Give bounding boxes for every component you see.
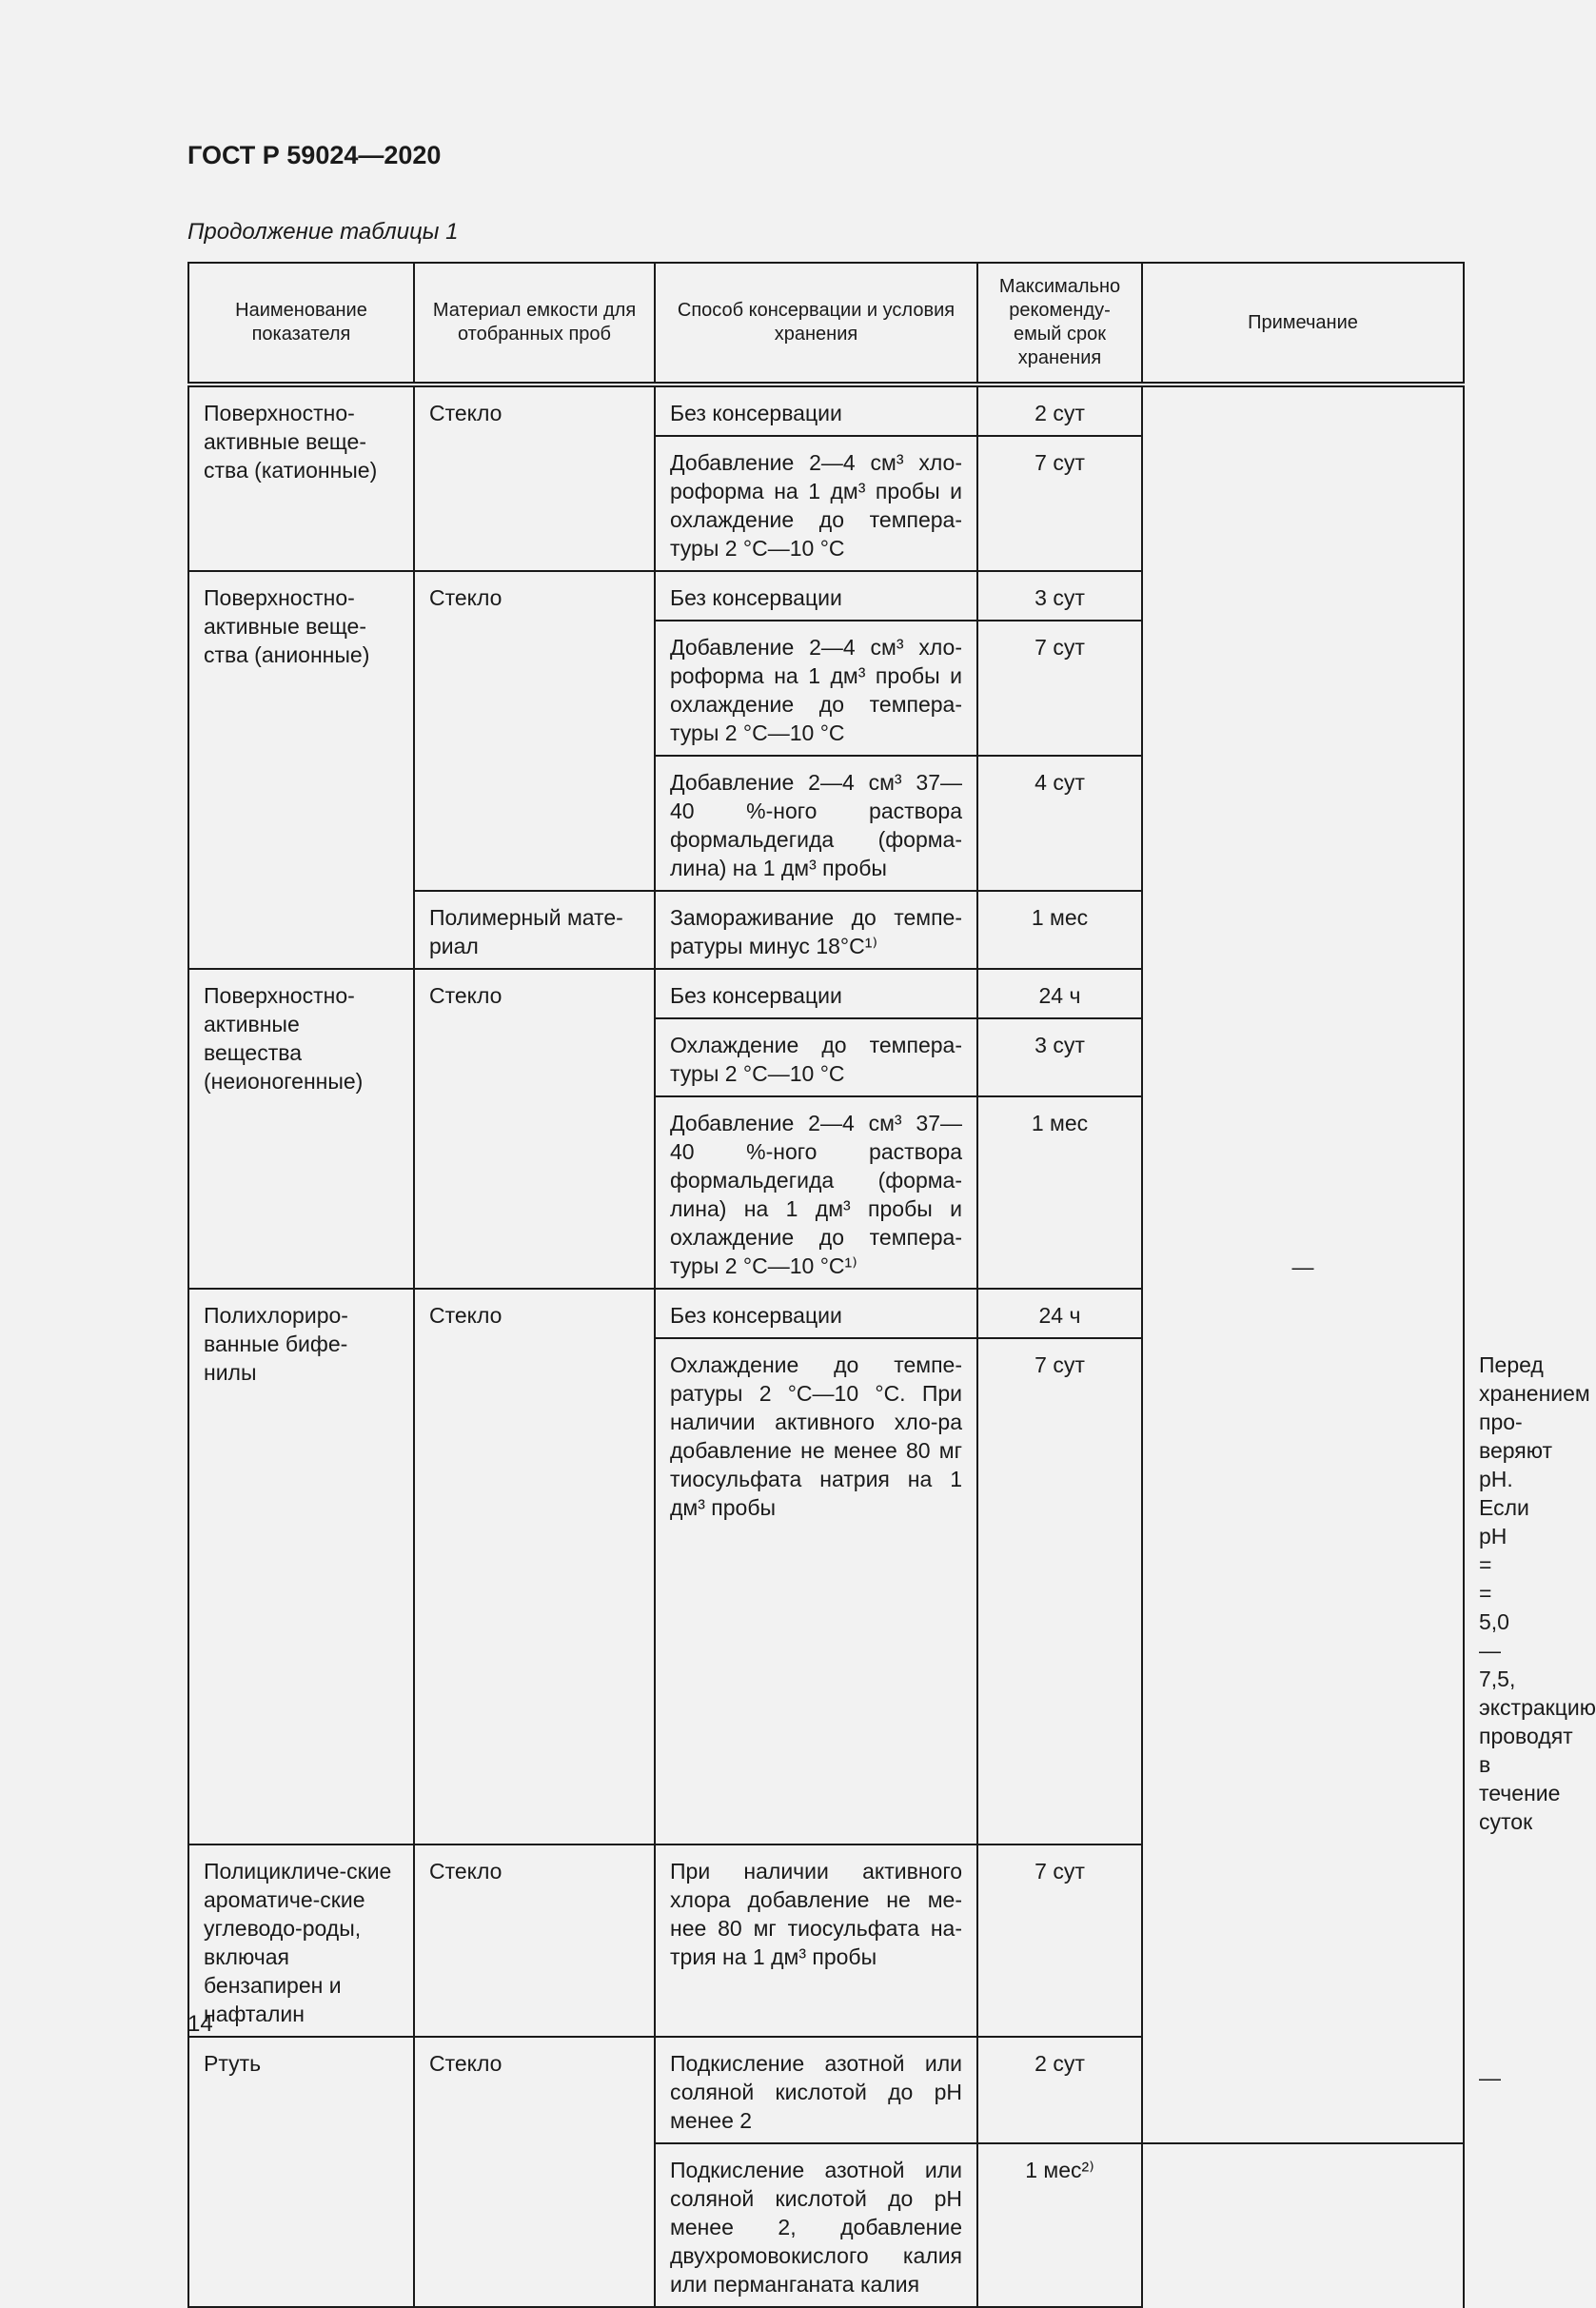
preservation-method: Охлаждение до темпера-туры 2 °C—10 °C [655,1018,977,1096]
storage-term: 1 мес [977,891,1142,969]
storage-term: 7 сут [977,436,1142,571]
table-row [188,385,1464,436]
indicator-name: Поверхностно-активные веще-ства (катионные) [188,385,414,571]
preservation-method: Добавление 2—4 см³ хло-роформа на 1 дм³ пробы и охлаждение до темпера-туры 2 °C—10 °C [655,436,977,571]
indicator-name: Поверхностно-активные веще-ства (анионные) [188,571,414,969]
storage-term: 1 мес [977,1096,1142,1289]
storage-term: 7 сут [977,1338,1142,1844]
container-material: Полимерный мате-риал [414,891,655,969]
column-header-name: Наименование показателя [188,263,414,385]
table-row: Охлаждение до темпе-ратуры 2 °C—10 °C. При наличии активного хло-ра добавление не менее 80 мг тиосульфата натрия на 1 дм³ пробы 7 сут Перед хранением про-веряют pH. Если pH = = 5,0—7,5, экстракцию проводят в течение суток [188,1338,1464,1844]
column-header-note: Примечание [1142,263,1464,385]
preservation-method: Без консервации [655,969,977,1018]
preservation-method: Без консервации [655,385,977,436]
preservation-method: Подкисление азотной или соляной кислотой до pH менее 2 [655,2037,977,2143]
storage-term: 24 ч [977,1289,1142,1338]
storage-term: 2 сут [977,2037,1142,2143]
indicator-name: Ртуть [188,2037,414,2307]
preservation-method: Без консервации [655,571,977,621]
column-header-method: Способ консервации и условия хранения [655,263,977,385]
container-material: Стекло [414,969,655,1289]
container-material: Стекло [414,2037,655,2307]
column-header-material: Материал емкости для отобранных проб [414,263,655,385]
storage-term: 2 сут [977,385,1142,436]
table-header-row [188,263,1464,385]
document-header: ГОСТ Р 59024—2020 [187,141,442,169]
indicator-name: Поверхностно-активные вещества (неионогенные) [188,969,414,1289]
container-material: Стекло [414,1289,655,1844]
preservation-method: Замораживание до темпе-ратуры минус 18°C¹⁾ [655,891,977,969]
preservation-method: Подкисление азотной или соляной кислотой до pH менее 2, добавление двухромовокислого калия или перманганата калия [655,2143,977,2307]
preservation-method: Без консервации [655,1289,977,1338]
storage-term: 24 ч [977,969,1142,1018]
table-caption: Продолжение таблицы 1 [187,219,459,245]
storage-term: 1 мес²⁾ [977,2143,1142,2307]
storage-table [187,262,1596,2308]
indicator-name: Полихлориро-ванные бифе-нилы [188,1289,414,1844]
preservation-method: Добавление 2—4 см³ хло-роформа на 1 дм³ пробы и охлаждение до темпера-туры 2 °C—10 °C [655,621,977,756]
preservation-method: При наличии активного хлора добавление не ме-нее 80 мг тиосульфата на-трия на 1 дм³ пробы [655,1844,977,2037]
storage-term: 4 сут [977,756,1142,891]
column-header-term: Максимально рекоменду-емый срок хранения [977,263,1142,385]
table-row: Полицикличе-ские ароматиче-ские углеводо-роды, включая бензапирен и нафталин Стекло При наличии активного хлора добавление не ме-нее 80 мг тиосульфата на-трия на 1 дм³ пробы 7 сут — [188,1844,1464,2037]
storage-term: 7 сут [977,621,1142,756]
storage-term: 7 сут [977,1844,1142,2037]
preservation-method: Добавление 2—4 см³ 37—40 %-ного раствора формальдегида (форма-лина) на 1 дм³ пробы и охлаждение до темпера-туры 2 °C—10 °C¹⁾ [655,1096,977,1289]
container-material: Стекло [414,571,655,891]
preservation-method: Охлаждение до темпе-ратуры 2 °C—10 °C. При наличии активного хло-ра добавление не менее 80 мг тиосульфата натрия на 1 дм³ пробы [655,1338,977,1844]
storage-term: 3 сут [977,571,1142,621]
storage-term: 3 сут [977,1018,1142,1096]
note-dash: — [1142,385,1464,2143]
page-number: 14 [187,2011,213,2037]
container-material: Стекло [414,385,655,571]
container-material: Стекло [414,1844,655,2037]
indicator-name: Полицикличе-ские ароматиче-ские углеводо-роды, включая бензапирен и нафталин [188,1844,414,2037]
preservation-method: Добавление 2—4 см³ 37—40 %-ного раствора формальдегида (форма-лина) на 1 дм³ пробы [655,756,977,891]
